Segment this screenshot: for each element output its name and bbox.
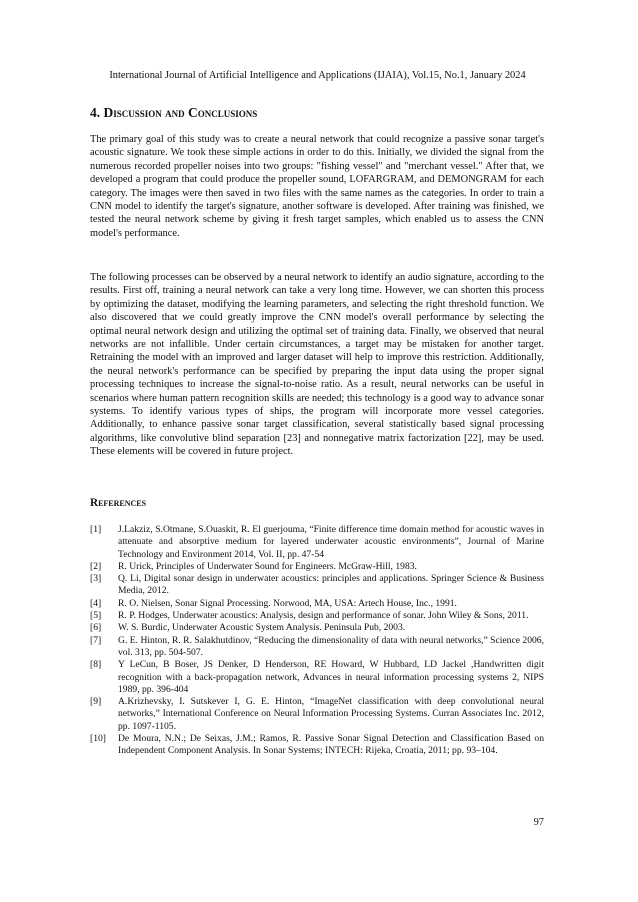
reference-text: J.Lakziz, S.Otmane, S.Ouaskit, R. El guerjouma, “Finite difference time domain method for acoustic waves in attenuate and absorptive medium for layered underwater acoustic environments”, Journal of Marine Technology and Environment 2014, Vol. II, pp. 47-54 [118,524,544,560]
reference-item [90,635,544,660]
reference-item [90,610,544,622]
reference-item [90,696,544,733]
paragraph-2: The following processes can be observed by a neural network to identify an audio signature, according to the results. First off, training a neural network can take a very long time. However, we can shorten this process by optimizing the dataset, modifying the learning parameters, and selecting the right threshold function. We also discovered that we could greatly improve the CNN model's overall performance by selecting the optimal neural network design and utilizing the optimal set of training data. Finally, we observed that neural networks are not infallible. Under certain circumstances, a target may be mistaken for another target. Retraining the model with an improved and larger dataset will help to improve this restriction. Additionally, the neural network's performance can be specified by preparing the input data using the proper signal processing techniques to increase the signal-to-noise ratio. As a result, neural networks can be useful in scenarios where human pattern recognition skills are needed; this technology is a good way to advance sonar systems. To identify various types of ships, the program will incorporate more vessel categories. Additionally, to enhance passive sonar target classification, several statistically based signal processing algorithms, like convolutive blind separation [23] and nonnegative matrix factorization [22], may be used. These elements will be covered in future project. [90,272,544,458]
reference-text: Q. Li, Digital sonar design in underwater acoustics: principles and applications. Springer Science & Business Media, 2012. [118,573,544,597]
references-list [90,524,544,758]
reference-number: [2] [90,560,102,572]
reference-text: De Moura, N.N.; De Seixas, J.M.; Ramos, R. Passive Sonar Signal Detection and Classification Based on Independent Component Analysis. In Sonar Systems; INTECH: Rijeka, Croatia, 2011; pp. 93–104. [118,733,544,757]
reference-item [90,622,544,634]
reference-number: [4] [90,597,102,609]
reference-number: [9] [90,696,102,708]
journal-header: International Journal of Artificial Intelligence and Applications (IJAIA), Vol.15, No.1, January 2024 [109,70,526,81]
reference-number: [7] [90,634,102,646]
reference-text: W. S. Burdic, Underwater Acoustic System Analysis. Peninsula Pub, 2003. [118,622,406,634]
reference-text: Y LeCun, B Boser, JS Denker, D Henderson, RE Howard, W Hubbard, LD Jackel ,Handwritten digit recognition with a back-propagation network, Advances in neural information processing systems 2, NIPS 1989, pp. 396-404 [118,659,544,695]
reference-text: R. Urick, Principles of Underwater Sound for Engineers. McGraw-Hill, 1983. [118,560,417,572]
references-title: References [90,497,147,509]
reference-number: [10] [90,733,106,745]
reference-item [90,561,544,573]
reference-text: R. P. Hodges, Underwater acoustics: Analysis, design and performance of sonar. John Wiley & Sons, 2011. [118,610,529,622]
reference-number: [3] [90,573,102,585]
reference-item [90,733,544,758]
reference-number: [5] [90,610,102,622]
paragraph-1: The primary goal of this study was to create a neural network that could recognize a passive sonar target's acoustic signature. We took these simple actions in order to do this. Initially, we divided the signal from the numerous recorded propeller noises into two groups: "fishing vessel" and "merchant vessel." After that, we developed a program that could produce the propeller sound, LOFARGRAM, and DEMONGRAM for each category. The images were then saved in two files with the same names as the categories. In order to train a CNN model to identify the target's signature, another software is developed. After training was finished, we tested the neural network scheme by giving it fresh target samples, which enabled us to assess the CNN model's performance. [90,134,544,239]
reference-item [90,598,544,610]
reference-number: [1] [90,524,102,535]
reference-number: [6] [90,622,102,634]
section-title: 4. Discussion and Conclusions [90,105,258,120]
reference-text: R. O. Nielsen, Sonar Signal Processing. Norwood, MA, USA: Artech House, Inc., 1991. [118,597,457,609]
reference-item [90,659,544,696]
reference-number: [8] [90,659,102,671]
reference-item [90,524,544,561]
reference-item [90,573,544,598]
reference-text: G. E. Hinton, R. R. Salakhutdinov, “Reducing the dimensionality of data with neural networks,” Science 2006, vol. 313, pp. 504-507. [118,634,544,658]
page-number: 97 [533,817,544,828]
reference-text: A.Krizhevsky, I. Sutskever I, G. E. Hinton, “ImageNet classification with deep convolutional neural networks,” International Conference on Neural Information Processing Systems. Curran Associates Inc. 2012, pp. 1097-1105. [118,696,544,732]
